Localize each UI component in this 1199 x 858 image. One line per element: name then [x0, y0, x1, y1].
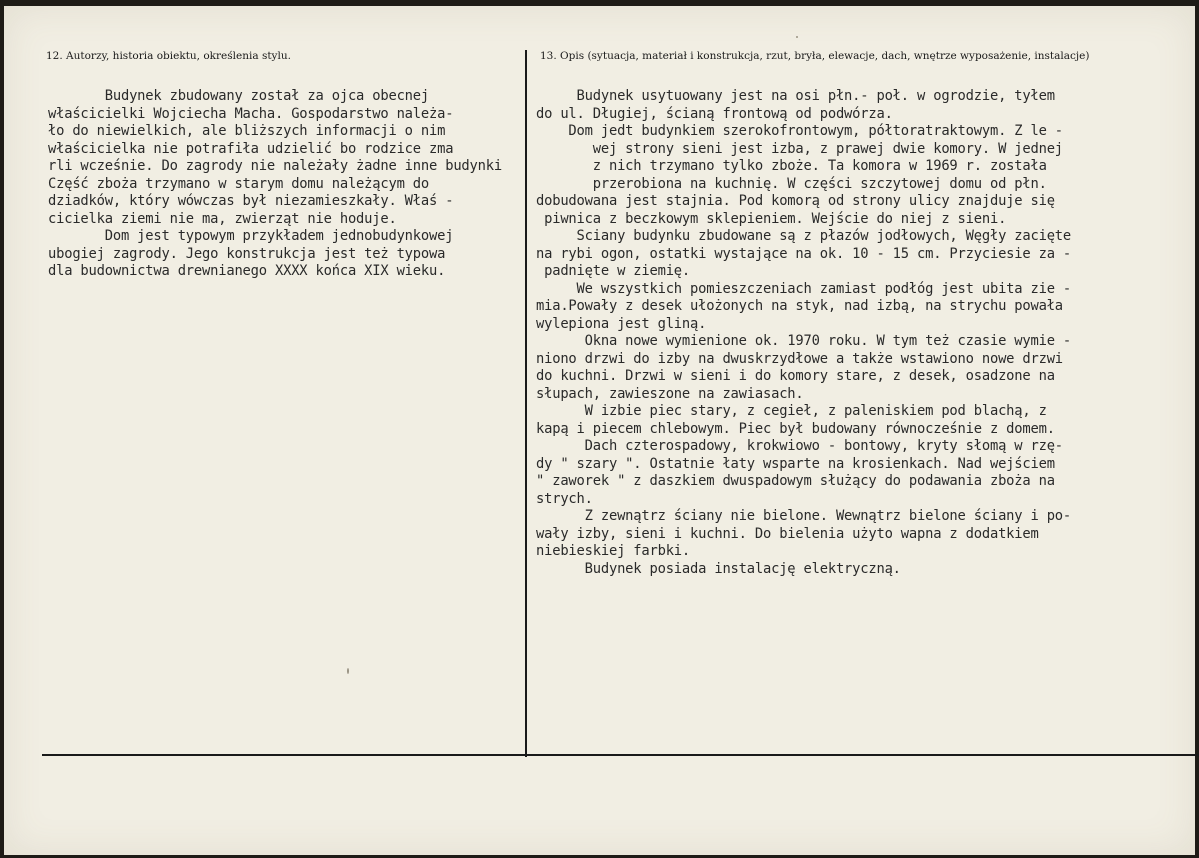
typed-line: mia.Powały z desek ułożonych na styk, nad izbą, na strychu powała	[536, 298, 1063, 314]
typed-line: ło do niewielkich, ale bliższych informacji o nim	[48, 123, 446, 139]
typed-line: właścicielki Wojciecha Macha. Gospodarstwo należa-	[48, 105, 454, 122]
typed-line: Część zboża trzymano w starym domu należącym do	[48, 175, 430, 192]
typed-line: właścicielka nie potrafiła udzielić bo rodzice zma	[48, 140, 454, 157]
typed-line: W izbie piec stary, z cegieł, z paleniskiem pod blachą, z	[536, 403, 1047, 419]
typed-line: Budynek posiada instalację elektryczną.	[536, 560, 901, 577]
typed-line: przerobiona na kuchnię. W części szczytowej domu od płn.	[536, 175, 1047, 192]
typed-line: słupach, zawieszone na zawiasach.	[536, 385, 804, 402]
typed-line: niono drzwi do izby na dwuskrzydłowe a także wstawiono nowe drzwi	[536, 350, 1063, 367]
typed-line: dla budownictwa drewnianego XXXX końca XIX wieku.	[48, 263, 446, 279]
paper-speck	[796, 36, 798, 38]
typed-line: rli wcześnie. Do zagrody nie należały żadne inne budynki	[48, 158, 502, 174]
typed-line: piwnica z beczkowym sklepieniem. Wejście do niej z sieni.	[536, 210, 1007, 227]
typed-line: Budynek zbudowany został za ojca obecnej	[48, 88, 430, 104]
section-12-text	[48, 88, 502, 281]
typed-line: kapą i piecem chlebowym. Piec był budowany równocześnie z domem.	[536, 420, 1055, 437]
typed-line: " zaworek " z daszkiem dwuspadowym służący do podawania zboża na	[536, 473, 1055, 489]
typed-line: Dom jedt budynkiem szerokofrontowym, półtoratraktowym. Z le -	[536, 123, 1063, 139]
typed-line: We wszystkich pomieszczeniach zamiast podłóg jest ubita zie -	[536, 280, 1072, 297]
typed-line: Z zewnątrz ściany nie bielone. Wewnątrz bielone ściany i po-	[536, 508, 1072, 524]
typed-line: Dom jest typowym przykładem jednobudynkowej	[48, 228, 454, 244]
typed-line: dziadków, który wówczas był niezamieszkały. Właś -	[48, 193, 454, 209]
section-13-header: 13. Opis (sytuacja, materiał i konstrukcja, rzut, bryła, elewacje, dach, wnętrze wyposażenie, instalacje)	[540, 50, 1090, 62]
typed-line: z nich trzymano tylko zboże. Ta komora w 1969 r. została	[536, 158, 1047, 174]
typed-line: do kuchni. Drzwi w sieni i do komory stare, z desek, osadzone na	[536, 368, 1055, 384]
typed-line: wej strony sieni jest izba, z prawej dwie komory. W jednej	[536, 140, 1063, 157]
typed-line: ubogiej zagrody. Jego konstrukcja jest też typowa	[48, 245, 446, 262]
typed-line: Budynek usytuowany jest na osi płn.- poł. w ogrodzie, tyłem	[536, 88, 1055, 104]
typed-line: cicielka ziemi nie ma, zwierząt nie hoduje.	[48, 210, 397, 227]
typed-line: padnięte w ziemię.	[536, 263, 691, 279]
typed-line: Okna nowe wymienione ok. 1970 roku. W tym też czasie wymie -	[536, 333, 1072, 349]
section-12-header: 12. Autorzy, historia obiektu, określenia stylu.	[46, 50, 291, 62]
typed-line: wały izby, sieni i kuchni. Do bielenia użyto wapna z dodatkiem	[536, 525, 1039, 542]
document-card	[4, 6, 1195, 855]
typed-line: do ul. Długiej, ścianą frontową od podwórza.	[536, 105, 893, 122]
column-divider	[525, 50, 527, 757]
paper-speck	[347, 668, 349, 674]
typed-line: dobudowana jest stajnia. Pod komorą od strony ulicy znajduje się	[536, 193, 1055, 209]
typed-line: wylepiona jest gliną.	[536, 315, 707, 332]
typed-line: strych.	[536, 490, 593, 507]
typed-line: na rybi ogon, ostatki wystające na ok. 10 - 15 cm. Przyciesie za -	[536, 245, 1072, 262]
typed-line: Dach czterospadowy, krokwiowo - bontowy, kryty słomą w rzę-	[536, 438, 1063, 454]
bottom-rule	[42, 754, 1199, 756]
section-13-text	[536, 88, 1071, 578]
typed-line: dy " szary ". Ostatnie łaty wsparte na krosienkach. Nad wejściem	[536, 455, 1055, 472]
typed-line: niebieskiej farbki.	[536, 543, 691, 559]
typed-line: Sciany budynku zbudowane są z płazów jodłowych, Węgły zacięte	[536, 228, 1072, 244]
